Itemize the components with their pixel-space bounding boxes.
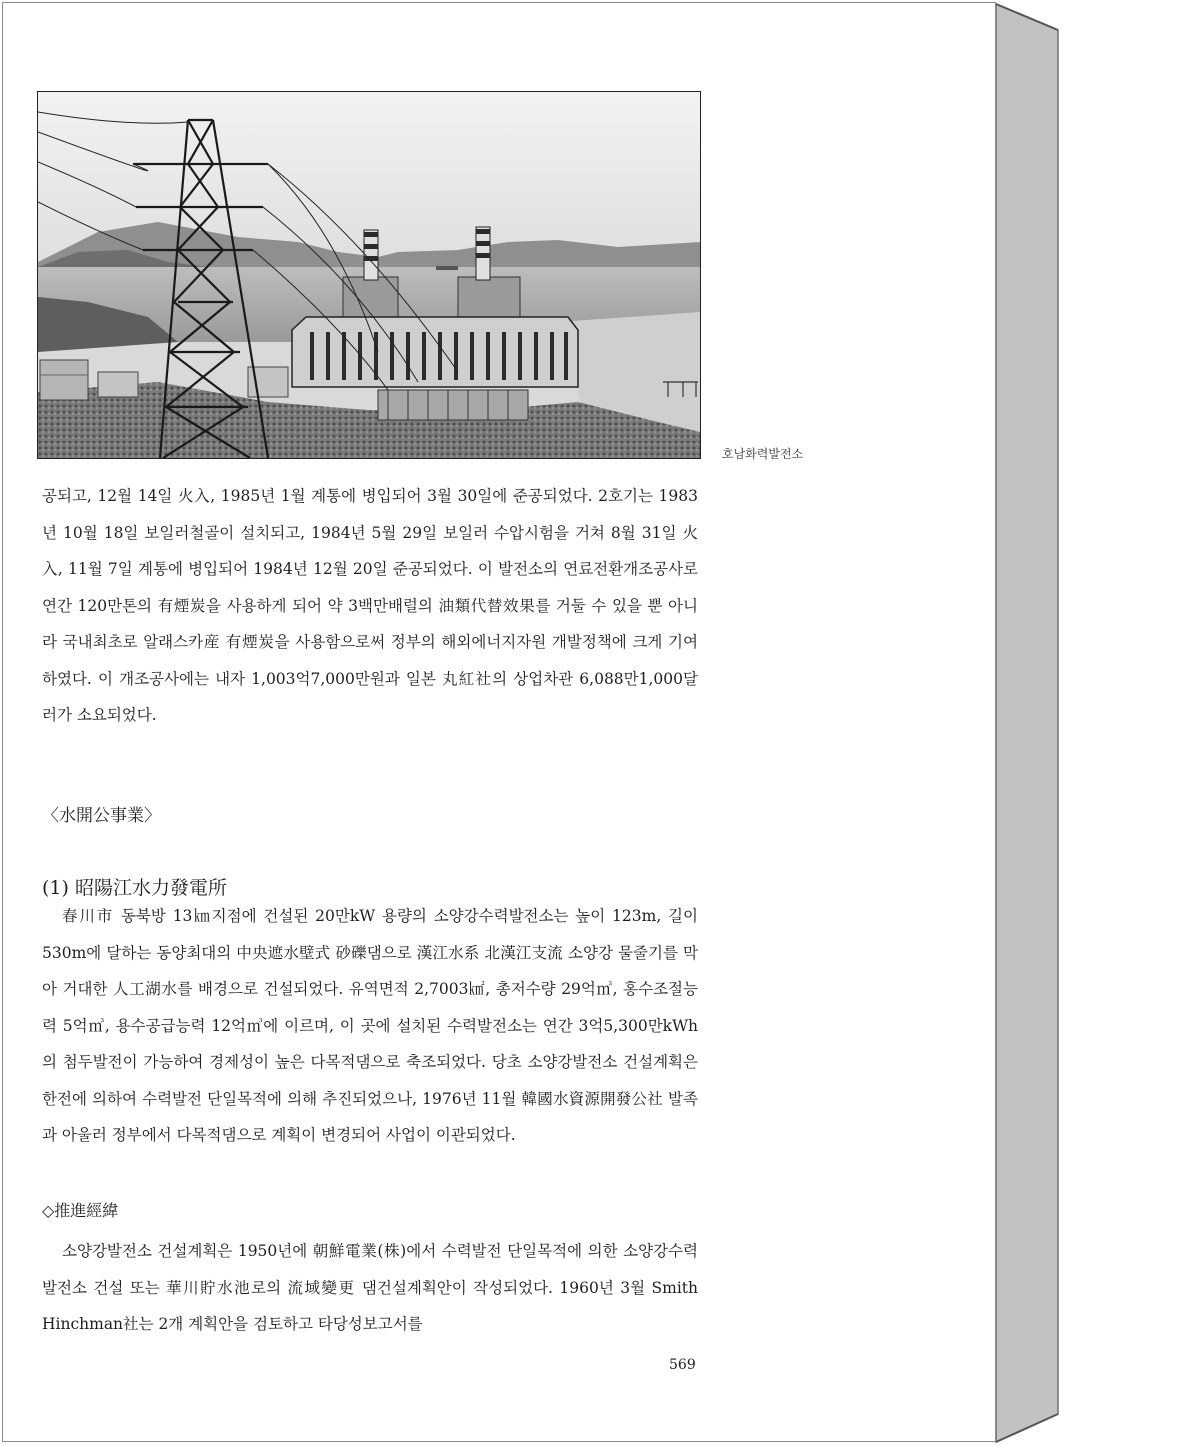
power-plant-photo <box>37 91 701 459</box>
chimney-right <box>476 227 490 280</box>
photo-caption: 호남화력발전소 <box>722 447 804 461</box>
paragraph-soyang-dam: 春川市 동북방 13㎞지점에 건설된 20만kW 용량의 소양강수력발전소는 높이 123m, 길이 530m에 달하는 동양최대의 中央遮水壁式 砂礫댐으로 漢江水系 北漢江支流 소양강 물줄기를 막아 거대한 人工湖水를 배경으로 건설되었다. 유역면적 2,7003㎢, 총저수량 29억㎥, 홍수조절능력 5억㎥, 용수공급능력 12억㎥에 이르며, 이 곳에 설치된 수력발전소는 연간 3억5,300만kWh의 첨두발전이 가능하여 경제성이 높은 다목적댐으로 축조되었다. 당초 소양강발전소 건설계획은 한전에 의하여 수력발전 단일목적에 의해 추진되었으나, 1976년 11월 韓國水資源開發公社 발족과 아울러 정부에서 다목적댐으로 계획이 변경되어 사업이 이관되었다. <box>42 907 698 1144</box>
ship <box>436 266 458 270</box>
page-number: 569 <box>669 1357 696 1373</box>
paragraph-power-plant-conversion: 공되고, 12월 14일 火入, 1985년 1월 계통에 병입되어 3월 30일에 준공되었다. 2호기는 1983년 10월 18일 보일러철골이 설치되고, 1984년 5월 29일 보일러 수압시험을 거쳐 8월 31일 火入, 11월 7일 계통에 병입되어 1984년 12월 20일 준공되었다. 이 발전소의 연료전환개조공사로 연간 120만톤의 有煙炭을 사용하게 되어 약 3백만배럴의 油類代替效果를 거둘 수 있을 뿐 아니라 국내최초로 알래스카産 有煙炭을 사용함으로써 정부의 해외에너지자원 개발정책에 크게 기여하였다. 이 개조공사에는 내자 1,003억7,000만원과 일본 丸紅社의 상업차관 6,088만1,000달러가 소요되었다. <box>42 487 698 724</box>
subheading-progress: ◇推進經緯 <box>42 1201 119 1220</box>
switchyard <box>378 390 528 420</box>
paragraph-progress: 소양강발전소 건설계획은 1950년에 朝鮮電業(株)에서 수력발전 단일목적에 의한 소양강수력발전소 건설 또는 華川貯水池로의 流域變更 댐건설계획안이 작성되었다. 1960년 3월 Smith Hinchman社는 2개 계획안을 검토하고 타당성보고서를 <box>42 1242 698 1333</box>
annex-building-1 <box>98 372 138 397</box>
book-side-panel <box>996 4 1058 1442</box>
section-heading-soyang-dam: (1) 昭陽江水力發電所 <box>42 877 227 899</box>
section-heading-water-corp: 〈水開公事業〉 <box>42 806 161 826</box>
boiler-house-right <box>458 277 520 317</box>
storage-tank <box>40 360 88 400</box>
